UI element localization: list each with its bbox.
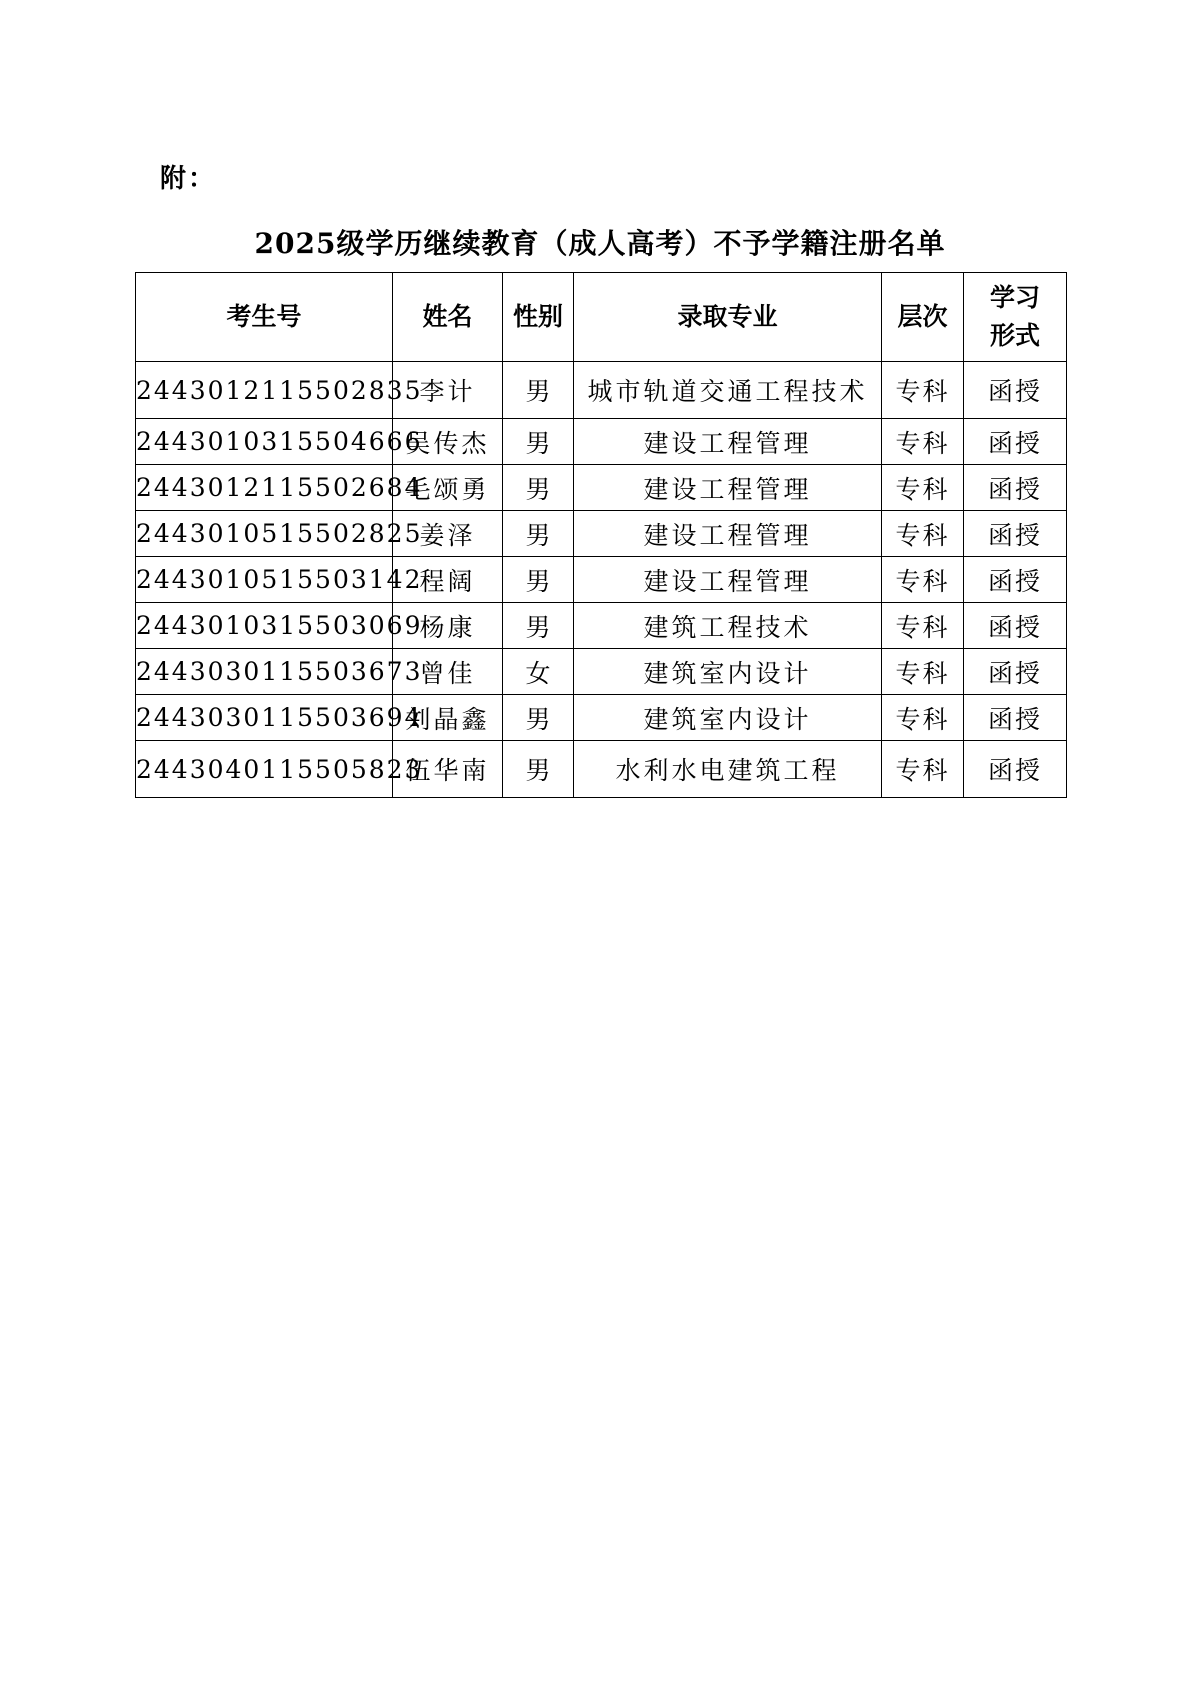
header-name: 姓名 (393, 273, 503, 362)
cell-study-mode: 函授 (964, 741, 1067, 798)
registration-denial-table (135, 272, 1067, 798)
cell-major: 建筑工程技术 (574, 603, 882, 649)
header-major: 录取专业 (574, 273, 882, 362)
cell-gender: 男 (503, 465, 574, 511)
table-row (136, 557, 1067, 603)
cell-exam-id: 2443010315503069 (136, 603, 393, 649)
table-row (136, 741, 1067, 798)
cell-study-mode: 函授 (964, 557, 1067, 603)
cell-gender: 男 (503, 603, 574, 649)
table-row (136, 695, 1067, 741)
table-header-row (136, 273, 1067, 362)
cell-level: 专科 (882, 603, 964, 649)
attachment-label: 附： (160, 164, 217, 194)
table-row (136, 649, 1067, 695)
cell-major: 建设工程管理 (574, 419, 882, 465)
cell-level: 专科 (882, 557, 964, 603)
cell-exam-id: 2443012115502684 (136, 465, 393, 511)
cell-name: 程阔 (393, 557, 503, 603)
cell-major: 建设工程管理 (574, 511, 882, 557)
cell-study-mode: 函授 (964, 649, 1067, 695)
table-row (136, 362, 1067, 419)
cell-major: 建设工程管理 (574, 557, 882, 603)
cell-exam-id: 2443010315504666 (136, 419, 393, 465)
header-level: 层次 (882, 273, 964, 362)
cell-level: 专科 (882, 741, 964, 798)
cell-major: 建筑室内设计 (574, 695, 882, 741)
document-title: 2025级学历继续教育（成人高考）不予学籍注册名单 (254, 227, 946, 260)
header-study-mode-label: 学习形式 (990, 283, 1041, 350)
cell-name: 吴传杰 (393, 419, 503, 465)
cell-level: 专科 (882, 649, 964, 695)
cell-gender: 男 (503, 419, 574, 465)
cell-study-mode: 函授 (964, 362, 1067, 419)
cell-name: 杨康 (393, 603, 503, 649)
header-exam-id: 考生号 (136, 273, 393, 362)
cell-exam-id: 2443010515503142 (136, 557, 393, 603)
cell-gender: 男 (503, 362, 574, 419)
cell-major: 建筑室内设计 (574, 649, 882, 695)
cell-name: 曾佳 (393, 649, 503, 695)
cell-name: 李计 (393, 362, 503, 419)
cell-study-mode: 函授 (964, 465, 1067, 511)
cell-exam-id: 2443010515502825 (136, 511, 393, 557)
cell-exam-id: 2443012115502835 (136, 362, 393, 419)
cell-level: 专科 (882, 511, 964, 557)
cell-level: 专科 (882, 419, 964, 465)
table-row (136, 419, 1067, 465)
cell-study-mode: 函授 (964, 419, 1067, 465)
cell-name: 伍华南 (393, 741, 503, 798)
cell-level: 专科 (882, 362, 964, 419)
cell-study-mode: 函授 (964, 695, 1067, 741)
cell-major: 城市轨道交通工程技术 (574, 362, 882, 419)
cell-level: 专科 (882, 465, 964, 511)
cell-gender: 男 (503, 741, 574, 798)
cell-major: 水利水电建筑工程 (574, 741, 882, 798)
cell-gender: 女 (503, 649, 574, 695)
table-row (136, 465, 1067, 511)
cell-name: 刘晶鑫 (393, 695, 503, 741)
header-study-mode (964, 273, 1067, 362)
cell-study-mode: 函授 (964, 511, 1067, 557)
header-gender (503, 273, 574, 362)
table-row (136, 511, 1067, 557)
cell-level: 专科 (882, 695, 964, 741)
cell-exam-id: 2443030115503694 (136, 695, 393, 741)
cell-name: 姜泽 (393, 511, 503, 557)
cell-gender: 男 (503, 557, 574, 603)
header-gender-label: 性别 (513, 302, 564, 331)
cell-gender: 男 (503, 511, 574, 557)
cell-gender: 男 (503, 695, 574, 741)
cell-study-mode: 函授 (964, 603, 1067, 649)
cell-major: 建设工程管理 (574, 465, 882, 511)
cell-name: 毛颂勇 (393, 465, 503, 511)
table-row (136, 603, 1067, 649)
cell-exam-id: 2443030115503673 (136, 649, 393, 695)
cell-exam-id: 2443040115505823 (136, 741, 393, 798)
